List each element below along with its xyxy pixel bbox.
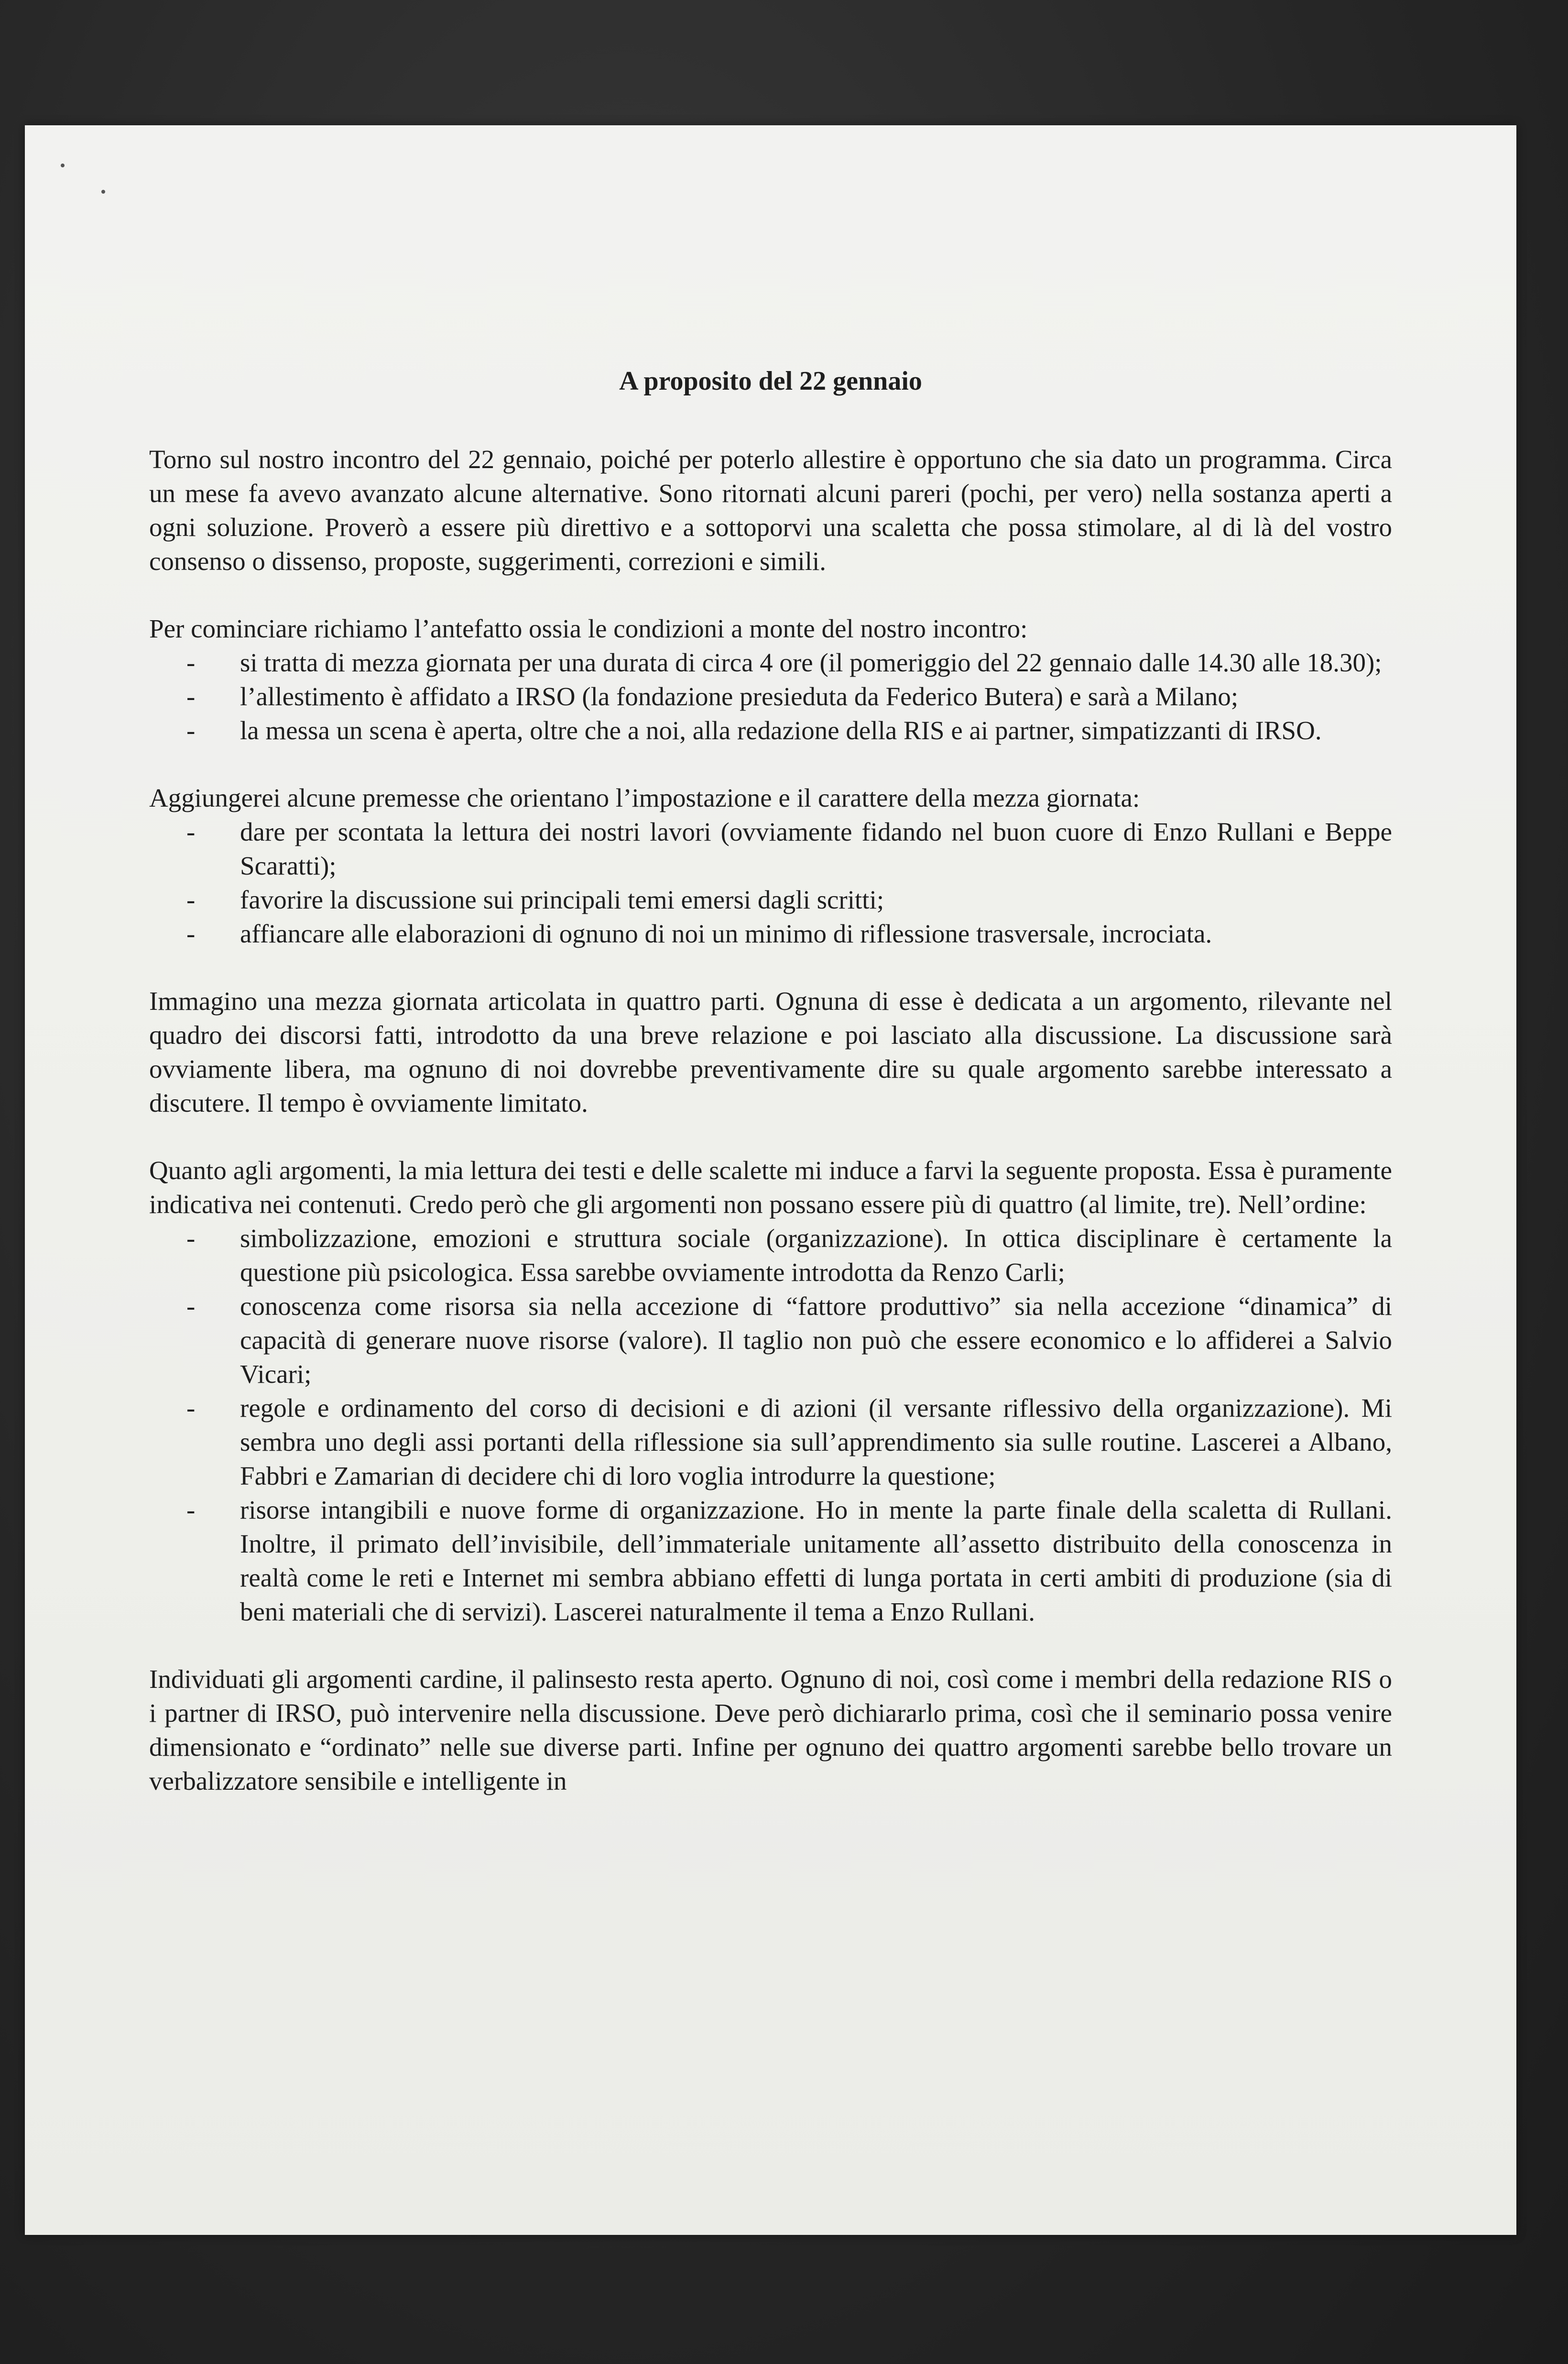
list-item: - si tratta di mezza giornata per una durata di circa 4 ore (il pomeriggio del 22 gennaio dalle 14.30 alle 18.30); xyxy=(149,646,1392,679)
conditions-list xyxy=(149,646,1392,747)
list-item: - regole e ordinamento del corso di decisioni e di azioni (il versante riflessivo della organizzazione). Mi sembra uno degli assi portanti della riflessione sia sull’apprendimento sia sulle routine. Lascerei a Albano, Fabbri e Zamarian di decidere chi di loro voglia introdurre la questione; xyxy=(149,1391,1392,1493)
list-item: - risorse intangibili e nuove forme di organizzazione. Ho in mente la parte finale della scaletta di Rullani. Inoltre, il primato dell’invisibile, dell’immateriale unitamente all’assetto distribuito della conoscenza in realtà come le reti e Internet mi sembra abbiano effetti di lunga portata in certi ambiti di produzione (sia di beni materiali che di servizi). Lascerei naturalmente il tema a Enzo Rullani. xyxy=(149,1493,1392,1629)
paragraph-program: Torno sul nostro incontro del 22 gennaio, poiché per poterlo allestire è opportuno che sia dato un programma. Circa un mese fa avevo avanzato alcune alternative. Sono ritornati alcuni pareri (pochi, per vero) nella sostanza aperti a ogni soluzione. Proverò a essere più direttivo e a sottoporvi una scaletta che possa stimolare, al di là del vostro consenso o dissenso, proposte, suggerimenti, correzioni e simili. xyxy=(149,445,1392,576)
list-item: - favorire la discussione sui principali temi emersi dagli scritti; xyxy=(149,883,1392,917)
paragraph-conditions-intro: Per cominciare richiamo l’antefatto ossia le condizioni a monte del nostro incontro: xyxy=(149,614,1028,643)
list-item: - la messa un scena è aperta, oltre che a noi, alla redazione della RIS e ai partner, simpatizzanti di IRSO. xyxy=(149,713,1392,747)
paper-speck xyxy=(61,164,65,167)
paragraph-topics-intro: Quanto agli argomenti, la mia lettura dei testi e delle scalette mi induce a farvi la seguente proposta. Essa è puramente indicativa nei contenuti. Credo però che gli argomenti non possano essere più di quattro (al limite, tre). Nell’ordine: xyxy=(149,1156,1392,1219)
list-item: - conoscenza come risorsa sia nella accezione di “fattore produttivo” sia nella accezione “dinamica” di capacità di generare nuove risorse (valore). Il taglio non può che essere economico e lo affiderei a Salvio Vicari; xyxy=(149,1289,1392,1391)
paper-speck xyxy=(101,190,105,194)
premises-list xyxy=(149,815,1392,951)
list-item: - l’allestimento è affidato a IRSO (la fondazione presieduta da Federico Butera) e sarà a Milano; xyxy=(149,679,1392,713)
list-item: - simbolizzazione, emozioni e struttura sociale (organizzazione). In ottica disciplinare è certamente la questione più psicologica. Essa sarebbe ovviamente introdotta da Renzo Carli; xyxy=(149,1221,1392,1289)
paragraph-closing: Individuati gli argomenti cardine, il palinsesto resta aperto. Ognuno di noi, così come i membri della redazione RIS o i partner di IRSO, può intervenire nella discussione. Deve però dichiararlo prima, così che il seminario possa venire dimensionato e “ordinato” nelle sue diverse parti. Infine per ognuno dei quattro argomenti sarebbe bello trovare un verbalizzatore sensibile e intelligente in xyxy=(149,1664,1392,1795)
letter-body xyxy=(149,364,1392,1798)
list-item: - dare per scontata la lettura dei nostri lavori (ovviamente fidando nel buon cuore di Enzo Rullani e Beppe Scaratti); xyxy=(149,815,1392,883)
paragraph-structure: Immagino una mezza giornata articolata in quattro parti. Ognuna di esse è dedicata a un argomento, rilevante nel quadro dei discorsi fatti, introdotto da una breve relazione e poi lasciato alla discussione. La discussione sarà ovviamente libera, ma ognuno di noi dovrebbe preventivamente dire su quale argomento sarebbe interessato a discutere. Il tempo è ovviamente limitato. xyxy=(149,986,1392,1117)
document-title: A proposito del 22 gennaio xyxy=(619,366,922,396)
list-item: - affiancare alle elaborazioni di ognuno di noi un minimo di riflessione trasversale, incrociata. xyxy=(149,917,1392,951)
paragraph-premises-intro: Aggiungerei alcune premesse che orientano l’impostazione e il carattere della mezza giornata: xyxy=(149,783,1140,812)
paper-sheet xyxy=(25,125,1516,2235)
topics-list xyxy=(149,1221,1392,1629)
